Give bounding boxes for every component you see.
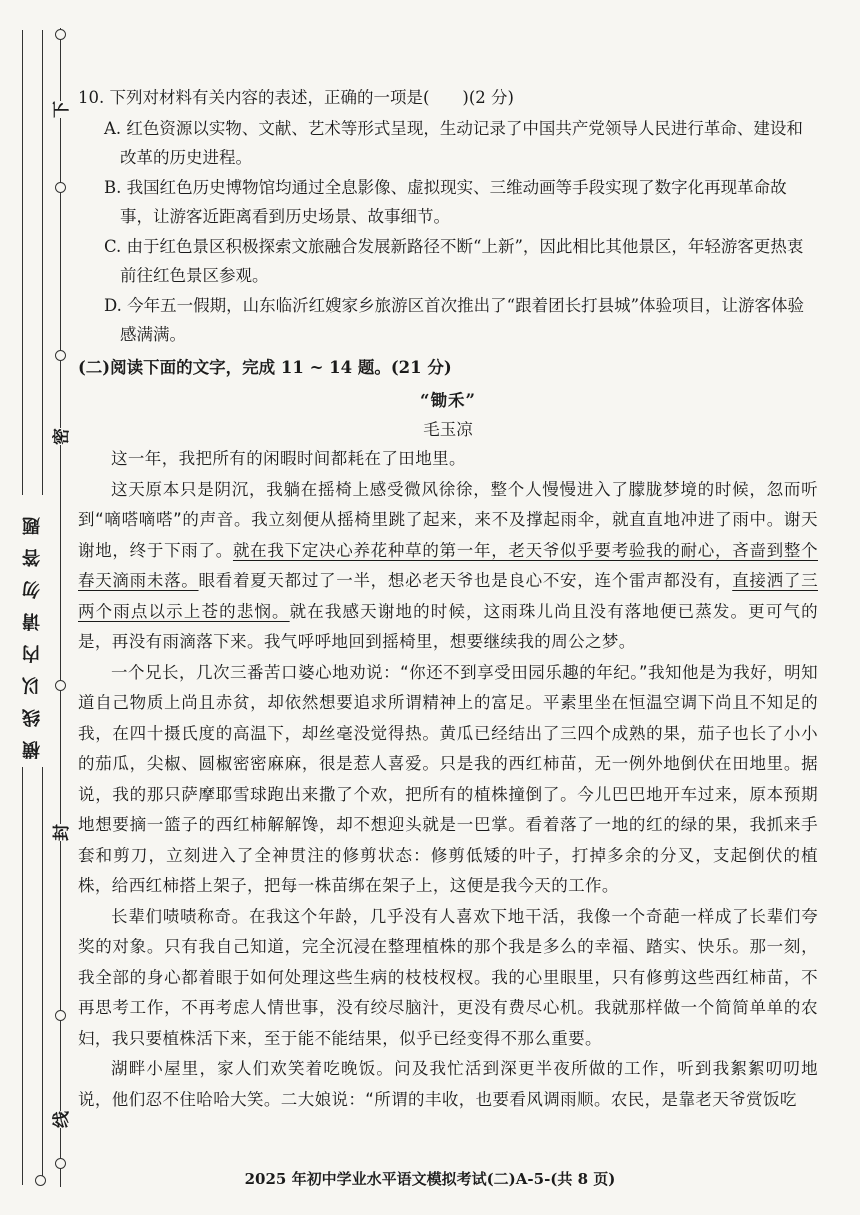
paragraph-5: 湖畔小屋里，家人们欢笑着吃晚饭。问及我忙活到深更半夜所做的工作，听到我絮絮叨叨地说，他们忍不住哈哈大笑。二大娘说：“所谓的丰收，也要看风调雨顺。农民，是靠老天爷赏饭吃 [78, 1059, 818, 1109]
question-10-stem: 10. 下列对材料有关内容的表述，正确的一项是( )(2 分) [78, 88, 514, 107]
paragraph-4: 长辈们啧啧称奇。在我这个年龄，几乎没有人喜欢下地干活，我像一个奇葩一样成了长辈们夸奖的对象。只有我自己知道，完全沉浸在整理植株的那个我是多么的幸福、踏实、快乐。那一刻，我全部的身心都着眼于如何处理这些生病的枝枝杈杈。我的心里眼里，只有修剪这些西红柿苗，不再思考工作，不再考虑人情世事，没有绞尽脑汁，更没有费尽心机。我就那样做一个简简单单的农妇，我只要植株活下来，至于能不能结果，似乎已经变得不那么重要。 [78, 906, 818, 1048]
binding-hole [55, 1010, 66, 1021]
paragraph-2-part-b: 眼看着夏天都过了一半，想必老天爷也是良心不安，连个雷声都没有， [198, 571, 733, 590]
option-b: B. 我国红色历史博物馆均通过全息影像、虚拟现实、三维动画等手段实现了数字化再现革命故事，让游客近距离看到历史场景、故事细节。 [104, 178, 787, 226]
underlined-sentence-1: 就在我下定决心养花种草的第一年，老天爷似乎要考验我的耐心，吝啬到整个春天滴雨未落。 [78, 540, 818, 590]
article-title: “锄禾” [420, 391, 476, 410]
paragraph-2 [78, 475, 818, 658]
page-footer: 2025 年初中学业水平语文模拟考试(二)A-5-(共 8 页) [244, 1170, 616, 1188]
section-heading: (二)阅读下面的文字，完成 11 ~ 14 题。(21 分) [78, 358, 452, 377]
paragraph-2-part-c: 就在我感天谢地的时候，这雨珠儿尚且没有落地便已蒸发。更可气的是，再没有雨滴落下来。我气呼呼地回到摇椅里，想要继续我的周公之梦。 [78, 601, 818, 651]
paragraph-3: 一个兄长，几次三番苦口婆心地劝说：“你还不到享受田园乐趣的年纪。”我知他是为我好，明知道自己物质上尚且赤贫，却依然想要追求所谓精神上的富足。平素里坐在恒温空调下尚且不知足的我，在四十摄氏度的高温下，却丝毫没觉得热。黄瓜已经结出了三四个成熟的果，茄子也长了小小的茄瓜，尖椒、圆椒密密麻麻，很是惹人喜爱。只是我的西红柿苗，无一例外地倒伏在田地里。据说，我的那只萨摩耶雪球跑出来撒了个欢，把所有的植株撞倒了。今儿巴巴地开车过来，原本预期地想要摘一篮子的西红柿解解馋，却不想迎头就是一巴掌。看着落了一地的红的绿的果，我抓来手套和剪刀，立刻进入了全神贯注的修剪状态：修剪低矮的叶子，打掉多余的分叉，支起倒伏的植株，给西红柿搭上架子，把每一株苗绑在架子上，这便是我今天的工作。 [78, 662, 818, 895]
binding-margin [0, 0, 70, 1215]
option-c: C. 由于红色景区积极探索文旅融合发展新路径不断“上新”，因此相比其他景区，年轻游客更热衷前往红色景区参观。 [104, 237, 804, 285]
binding-hole [55, 680, 66, 691]
option-a: A. 红色资源以实物、文献、艺术等形式呈现，生动记录了中国共产党领导人民进行革命、建设和改革的历史进程。 [104, 119, 803, 167]
page-content [78, 83, 818, 1115]
paragraph-2-part-a: 这天原本只是阴沉，我躺在摇椅上感受微风徐徐，整个人慢慢进入了朦胧梦境的时候，忽而听到“嘀嗒嘀嗒”的声音。我立刻便从摇椅里跳了起来，来不及撑起雨伞，就直直地冲进了雨中。谢天谢地，终于下雨了。 [78, 479, 818, 560]
binding-hole [55, 29, 66, 40]
binding-char-xian: 线 [45, 1111, 74, 1128]
binding-warning: 横线以内请勿答题 [20, 495, 50, 767]
binding-hole [55, 350, 66, 361]
binding-char-xia: 下 [45, 101, 74, 118]
article-author: 毛玉凉 [423, 420, 473, 439]
paragraph-1: 这一年，我把所有的闲暇时间都耗在了田地里。 [111, 449, 466, 468]
binding-char-feng: 封 [45, 824, 74, 841]
binding-char-mi: 密 [45, 428, 74, 445]
binding-hole [55, 182, 66, 193]
underlined-sentence-2: 直接洒了三两个雨点以示上苍的悲悯。 [78, 571, 818, 621]
option-d: D. 今年五一假期，山东临沂红嫂家乡旅游区首次推出了“跟着团长打县城”体验项目，让游客体验感满满。 [104, 296, 805, 344]
